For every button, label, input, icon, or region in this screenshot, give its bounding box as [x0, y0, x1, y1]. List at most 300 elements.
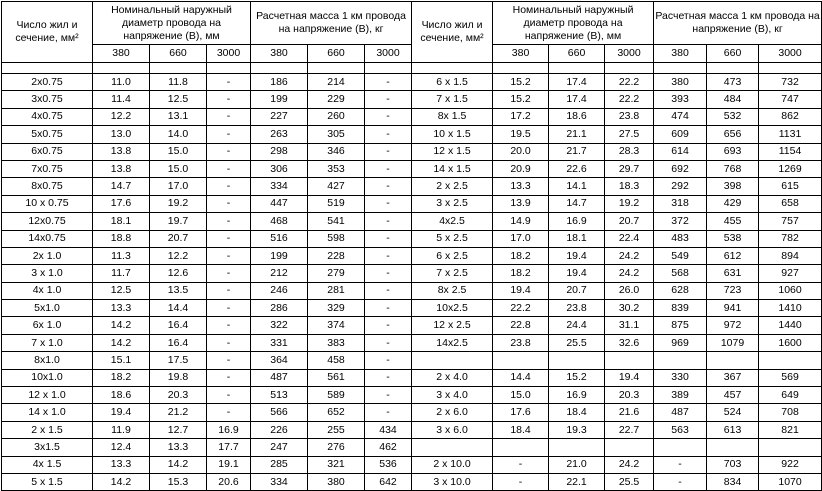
voltage-header: 3000	[759, 45, 822, 63]
value-cell: 14.2	[93, 473, 150, 490]
value-cell: 255	[308, 421, 365, 438]
cores-cell: 2 x 10.0	[412, 456, 493, 473]
cores-cell	[412, 352, 493, 369]
cores-cell: 3 x 1.0	[2, 265, 93, 282]
voltage-header: 660	[707, 45, 759, 63]
value-cell: 458	[308, 352, 365, 369]
cores-cell: 12 x 2.5	[412, 317, 493, 334]
cores-cell: 10x2.5	[412, 300, 493, 317]
cores-cell: 8x 2.5	[412, 282, 493, 299]
value-cell: 15.3	[150, 473, 207, 490]
value-cell: -	[365, 126, 412, 143]
voltage-header: 380	[493, 45, 549, 63]
value-cell: 11.3	[93, 247, 150, 264]
value-cell: 32.6	[605, 334, 654, 351]
value-cell: 692	[654, 160, 707, 177]
value-cell: 11.4	[93, 91, 150, 108]
spacer-cell	[707, 63, 759, 74]
value-cell: -	[207, 91, 251, 108]
value-cell: -	[207, 195, 251, 212]
value-cell: 642	[365, 473, 412, 490]
value-cell: -	[365, 282, 412, 299]
value-cell: 12.4	[93, 439, 150, 456]
header-mass-right: Расчетная масса 1 км провода на напряжение (В), кг	[654, 2, 822, 45]
cores-cell: 12x0.75	[2, 213, 93, 230]
cores-cell: 3 x 6.0	[412, 421, 493, 438]
value-cell: 723	[707, 282, 759, 299]
cores-cell: 2 x 6.0	[412, 404, 493, 421]
value-cell: 612	[707, 247, 759, 264]
value-cell: 473	[707, 74, 759, 91]
value-cell	[654, 352, 707, 369]
value-cell: 589	[308, 387, 365, 404]
value-cell: 374	[308, 317, 365, 334]
value-cell: 563	[654, 421, 707, 438]
value-cell: -	[207, 126, 251, 143]
value-cell: 22.2	[605, 74, 654, 91]
table-row	[2, 404, 822, 421]
value-cell: 292	[654, 178, 707, 195]
value-cell: 18.3	[605, 178, 654, 195]
value-cell: 334	[251, 473, 308, 490]
spacer-cell	[2, 63, 93, 74]
value-cell: -	[207, 300, 251, 317]
value-cell: 13.9	[493, 195, 549, 212]
value-cell: 894	[759, 247, 822, 264]
voltage-header: 3000	[365, 45, 412, 63]
value-cell: 12.2	[150, 247, 207, 264]
value-cell: 380	[308, 473, 365, 490]
cores-cell: 7 x 2.5	[412, 265, 493, 282]
value-cell: 30.2	[605, 300, 654, 317]
value-cell: 12.5	[150, 91, 207, 108]
value-cell: 31.1	[605, 317, 654, 334]
value-cell: 29.7	[605, 160, 654, 177]
table-row	[2, 300, 822, 317]
value-cell: 398	[707, 178, 759, 195]
cores-cell: 6 x 1.5	[412, 74, 493, 91]
value-cell: 14.2	[93, 334, 150, 351]
value-cell: 13.8	[93, 160, 150, 177]
cores-cell: 6 x 2.5	[412, 247, 493, 264]
cores-cell: 2x 1.0	[2, 247, 93, 264]
value-cell: 18.1	[93, 213, 150, 230]
value-cell: 19.3	[549, 421, 605, 438]
value-cell: 13.1	[150, 108, 207, 125]
value-cell: -	[365, 74, 412, 91]
value-cell: 24.2	[605, 456, 654, 473]
spacer-cell	[207, 63, 251, 74]
value-cell: 628	[654, 282, 707, 299]
value-cell: 524	[707, 404, 759, 421]
value-cell: -	[365, 108, 412, 125]
value-cell: 285	[251, 456, 308, 473]
spacer-cell	[412, 63, 493, 74]
cores-cell: 10 x 1.5	[412, 126, 493, 143]
value-cell: 279	[308, 265, 365, 282]
value-cell: -	[365, 91, 412, 108]
value-cell: 214	[308, 74, 365, 91]
spacer-row	[2, 63, 822, 74]
cores-cell: 7x0.75	[2, 160, 93, 177]
value-cell: -	[207, 352, 251, 369]
value-cell: 972	[707, 317, 759, 334]
value-cell: -	[207, 282, 251, 299]
cores-cell: 10 x 0.75	[2, 195, 93, 212]
value-cell: 536	[365, 456, 412, 473]
cores-cell: 3 x 2.5	[412, 195, 493, 212]
value-cell: 708	[759, 404, 822, 421]
value-cell: 27.5	[605, 126, 654, 143]
value-cell: 15.2	[493, 91, 549, 108]
value-cell: 263	[251, 126, 308, 143]
value-cell: 367	[707, 369, 759, 386]
table-row	[2, 334, 822, 351]
value-cell: 22.2	[493, 300, 549, 317]
spacer-cell	[654, 63, 707, 74]
cores-cell	[412, 439, 493, 456]
value-cell: 18.4	[549, 404, 605, 421]
cores-cell: 8x 1.5	[412, 108, 493, 125]
value-cell: 821	[759, 421, 822, 438]
value-cell: 246	[251, 282, 308, 299]
value-cell: 17.4	[549, 91, 605, 108]
value-cell: -	[365, 213, 412, 230]
value-cell: 566	[251, 404, 308, 421]
value-cell: 20.9	[493, 160, 549, 177]
value-cell: 19.2	[150, 195, 207, 212]
value-cell: -	[365, 160, 412, 177]
cores-cell: 5x0.75	[2, 126, 93, 143]
value-cell: 561	[308, 369, 365, 386]
value-cell: -	[654, 456, 707, 473]
value-cell: 656	[707, 126, 759, 143]
value-cell: 693	[707, 143, 759, 160]
cores-cell: 2 x 2.5	[412, 178, 493, 195]
value-cell: 16.4	[150, 317, 207, 334]
cores-cell: 5 x 2.5	[412, 230, 493, 247]
value-cell: -	[365, 247, 412, 264]
value-cell: -	[207, 160, 251, 177]
spacer-cell	[365, 63, 412, 74]
value-cell: 468	[251, 213, 308, 230]
value-cell: -	[207, 213, 251, 230]
cores-cell: 6x 1.0	[2, 317, 93, 334]
value-cell: 318	[654, 195, 707, 212]
value-cell: -	[207, 230, 251, 247]
value-cell: 14.9	[493, 213, 549, 230]
value-cell: 549	[654, 247, 707, 264]
value-cell: 12.2	[93, 108, 150, 125]
value-cell: -	[365, 265, 412, 282]
cores-cell: 4x 1.0	[2, 282, 93, 299]
value-cell: 1440	[759, 317, 822, 334]
value-cell: 18.8	[93, 230, 150, 247]
value-cell: 26.0	[605, 282, 654, 299]
value-cell	[549, 439, 605, 456]
value-cell: 18.2	[93, 369, 150, 386]
value-cell: 941	[707, 300, 759, 317]
value-cell: 483	[654, 230, 707, 247]
value-cell: 389	[654, 387, 707, 404]
value-cell: 768	[707, 160, 759, 177]
value-cell: 25.5	[549, 334, 605, 351]
table-row	[2, 265, 822, 282]
cores-cell: 12 x 1.5	[412, 143, 493, 160]
table-row	[2, 195, 822, 212]
value-cell: -	[207, 265, 251, 282]
value-cell: 1410	[759, 300, 822, 317]
value-cell: 306	[251, 160, 308, 177]
value-cell: 839	[654, 300, 707, 317]
value-cell: 199	[251, 247, 308, 264]
value-cell: 447	[251, 195, 308, 212]
value-cell: 28.3	[605, 143, 654, 160]
value-cell: 782	[759, 230, 822, 247]
value-cell: 19.1	[207, 456, 251, 473]
value-cell: 757	[759, 213, 822, 230]
table-row	[2, 213, 822, 230]
cores-cell: 6x0.75	[2, 143, 93, 160]
value-cell: 14.2	[93, 317, 150, 334]
value-cell: 541	[308, 213, 365, 230]
value-cell: -	[493, 456, 549, 473]
value-cell: 1131	[759, 126, 822, 143]
value-cell: 487	[654, 404, 707, 421]
value-cell: 427	[308, 178, 365, 195]
value-cell: 22.2	[605, 91, 654, 108]
value-cell: -	[365, 317, 412, 334]
value-cell: 1154	[759, 143, 822, 160]
value-cell: 20.6	[207, 473, 251, 490]
value-cell: 329	[308, 300, 365, 317]
value-cell: 21.1	[549, 126, 605, 143]
value-cell: 212	[251, 265, 308, 282]
value-cell	[549, 352, 605, 369]
value-cell: 862	[759, 108, 822, 125]
cores-cell: 14 x 1.5	[412, 160, 493, 177]
cable-spec-table	[1, 1, 822, 491]
value-cell	[493, 352, 549, 369]
cores-cell: 4x2.5	[412, 213, 493, 230]
table-row	[2, 160, 822, 177]
cores-cell: 2 x 1.5	[2, 421, 93, 438]
value-cell: 516	[251, 230, 308, 247]
value-cell: -	[207, 74, 251, 91]
value-cell: 19.5	[493, 126, 549, 143]
cores-cell: 14x0.75	[2, 230, 93, 247]
cores-cell: 5x1.0	[2, 300, 93, 317]
value-cell: 484	[707, 91, 759, 108]
value-cell: 22.6	[549, 160, 605, 177]
value-cell: 532	[707, 108, 759, 125]
cores-cell: 8x1.0	[2, 352, 93, 369]
value-cell: 23.8	[549, 300, 605, 317]
value-cell: 15.1	[93, 352, 150, 369]
value-cell: 25.5	[605, 473, 654, 490]
value-cell: 927	[759, 265, 822, 282]
value-cell: 22.4	[605, 230, 654, 247]
value-cell: 14.7	[549, 195, 605, 212]
header-cores-left: Число жил и сечение, мм²	[2, 2, 93, 63]
voltage-header: 380	[654, 45, 707, 63]
value-cell: 24.4	[549, 317, 605, 334]
cores-cell: 2x0.75	[2, 74, 93, 91]
value-cell: 14.2	[150, 456, 207, 473]
value-cell: 14.4	[493, 369, 549, 386]
value-cell: 16.9	[549, 213, 605, 230]
value-cell: 286	[251, 300, 308, 317]
spacer-cell	[759, 63, 822, 74]
value-cell: 569	[759, 369, 822, 386]
value-cell: 19.4	[493, 282, 549, 299]
value-cell: 434	[365, 421, 412, 438]
value-cell: 226	[251, 421, 308, 438]
table-row	[2, 230, 822, 247]
value-cell: 393	[654, 91, 707, 108]
value-cell: 12.7	[150, 421, 207, 438]
value-cell: 353	[308, 160, 365, 177]
value-cell: 875	[654, 317, 707, 334]
value-cell: -	[365, 143, 412, 160]
value-cell: -	[365, 387, 412, 404]
value-cell: 13.3	[150, 439, 207, 456]
voltage-header: 3000	[605, 45, 654, 63]
value-cell: 16.9	[207, 421, 251, 438]
value-cell: 17.5	[150, 352, 207, 369]
value-cell: 15.0	[150, 143, 207, 160]
value-cell: 20.0	[493, 143, 549, 160]
value-cell: 20.7	[605, 213, 654, 230]
value-cell: 19.4	[549, 265, 605, 282]
value-cell: 305	[308, 126, 365, 143]
value-cell: 609	[654, 126, 707, 143]
value-cell: -	[365, 178, 412, 195]
value-cell: 20.3	[150, 387, 207, 404]
value-cell	[759, 352, 822, 369]
value-cell: 19.4	[605, 369, 654, 386]
cores-cell: 2 x 4.0	[412, 369, 493, 386]
value-cell: 228	[308, 247, 365, 264]
value-cell: 474	[654, 108, 707, 125]
value-cell: 17.6	[93, 195, 150, 212]
value-cell: 19.4	[549, 247, 605, 264]
table-row	[2, 387, 822, 404]
voltage-header: 3000	[207, 45, 251, 63]
value-cell: 346	[308, 143, 365, 160]
spacer-cell	[605, 63, 654, 74]
table-row	[2, 247, 822, 264]
value-cell: -	[365, 369, 412, 386]
value-cell: 276	[308, 439, 365, 456]
cores-cell: 3 x 4.0	[412, 387, 493, 404]
table-row	[2, 126, 822, 143]
value-cell	[605, 439, 654, 456]
value-cell: -	[207, 178, 251, 195]
value-cell: -	[207, 404, 251, 421]
value-cell: 17.2	[493, 108, 549, 125]
value-cell	[493, 439, 549, 456]
value-cell: 14.1	[549, 178, 605, 195]
table-row	[2, 473, 822, 490]
value-cell: -	[207, 108, 251, 125]
value-cell: 322	[251, 317, 308, 334]
value-cell: 455	[707, 213, 759, 230]
spacer-cell	[251, 63, 308, 74]
value-cell: 17.0	[150, 178, 207, 195]
value-cell: 19.4	[93, 404, 150, 421]
cores-cell: 4x 1.5	[2, 456, 93, 473]
table-row	[2, 282, 822, 299]
value-cell: -	[207, 387, 251, 404]
value-cell: 922	[759, 456, 822, 473]
value-cell: 21.6	[605, 404, 654, 421]
value-cell	[605, 352, 654, 369]
value-cell: 747	[759, 91, 822, 108]
value-cell: 21.2	[150, 404, 207, 421]
value-cell: 24.2	[605, 265, 654, 282]
table-row	[2, 178, 822, 195]
value-cell: 11.9	[93, 421, 150, 438]
value-cell: 658	[759, 195, 822, 212]
voltage-header: 660	[150, 45, 207, 63]
header-diameter-right: Номинальный наружный диаметр провода на напряжение (В), мм	[493, 2, 654, 45]
value-cell: 598	[308, 230, 365, 247]
value-cell: 14.0	[150, 126, 207, 143]
value-cell: 18.2	[493, 247, 549, 264]
value-cell: 227	[251, 108, 308, 125]
cores-cell: 7 x 1.5	[412, 91, 493, 108]
value-cell: 615	[759, 178, 822, 195]
value-cell: 538	[707, 230, 759, 247]
cores-cell: 8x0.75	[2, 178, 93, 195]
value-cell: 22.1	[549, 473, 605, 490]
value-cell: 21.0	[549, 456, 605, 473]
table-row	[2, 74, 822, 91]
voltage-header: 660	[549, 45, 605, 63]
value-cell: 11.7	[93, 265, 150, 282]
value-cell: 330	[654, 369, 707, 386]
value-cell: -	[365, 300, 412, 317]
table-row	[2, 369, 822, 386]
value-cell: -	[207, 317, 251, 334]
value-cell: 19.7	[150, 213, 207, 230]
voltage-header: 380	[251, 45, 308, 63]
cores-cell: 14 x 1.0	[2, 404, 93, 421]
value-cell: 513	[251, 387, 308, 404]
value-cell: 19.8	[150, 369, 207, 386]
value-cell: 703	[707, 456, 759, 473]
value-cell: -	[654, 473, 707, 490]
value-cell: -	[207, 247, 251, 264]
spacer-cell	[150, 63, 207, 74]
value-cell: 1600	[759, 334, 822, 351]
value-cell: 20.7	[549, 282, 605, 299]
value-cell: 568	[654, 265, 707, 282]
value-cell: -	[207, 334, 251, 351]
header-mass-left: Расчетная масса 1 км провода на напряжение (В), кг	[251, 2, 412, 45]
value-cell: -	[207, 369, 251, 386]
value-cell: 11.8	[150, 74, 207, 91]
value-cell: 457	[707, 387, 759, 404]
value-cell: 18.1	[549, 230, 605, 247]
value-cell: 20.3	[605, 387, 654, 404]
value-cell: 12.5	[93, 282, 150, 299]
value-cell: 1269	[759, 160, 822, 177]
value-cell: 969	[654, 334, 707, 351]
table-row	[2, 439, 822, 456]
cores-cell: 3x0.75	[2, 91, 93, 108]
